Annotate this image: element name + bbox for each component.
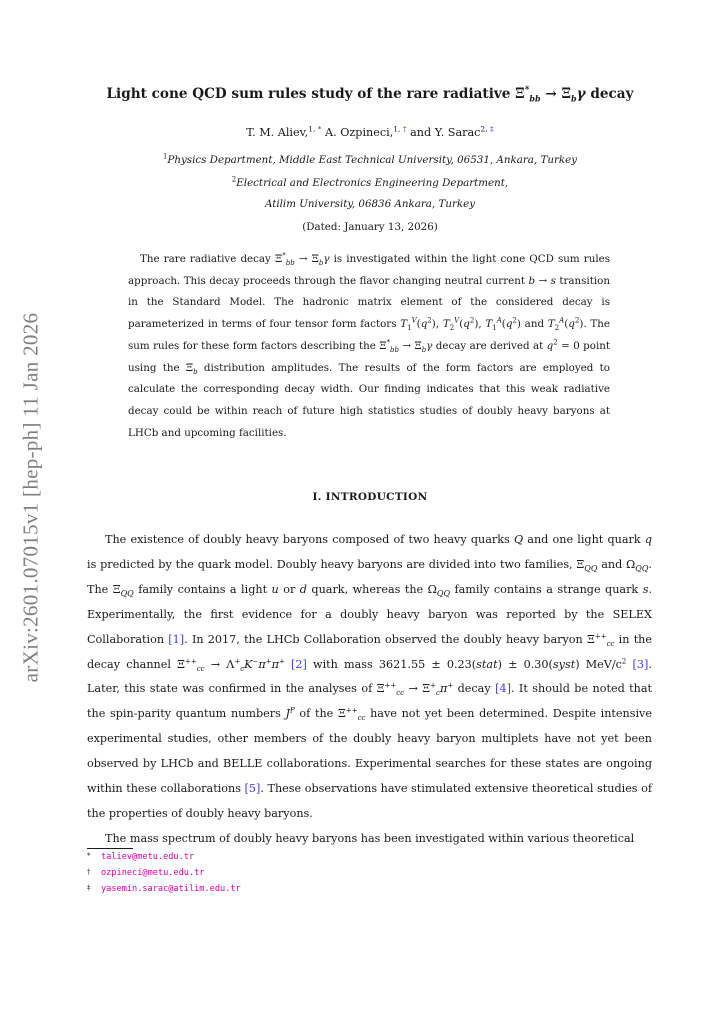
abstract [128,249,610,444]
abstract-text: The rare radiative decay $\Xi^*_{bb} \to \Xi_b\gamma$ is investigated within the light cone QCD sum rules approach. This decay proceeds through the flavor changing neutral current b → s transition in the Standard Model. The hadronic matrix element of the considered decay is parameterized in terms of four tensor form factors $T_1^V(q^2)$, $T_2^V(q^2)$, $T_1^A(q^2)$ and $T_2^A(q^2)$. The sum rules for these form factors describing the $\Xi^*_{bb} \to \Xi_b\gamma$ decay are derived at $q^2 = 0$ point using the $\Xi_b$ distribution amplitudes. The results of the form factors are employed to calculate the corresponding decay width. Our finding indicates that this weak radiative decay could be within reach of future high statistics studies of doubly heavy baryons at LHCb and upcoming facilities. [128,251,611,439]
footnote-3 [87,884,241,894]
arxiv-identifier [8,295,54,700]
author-sarac-mark: 2, ‡ [480,124,494,134]
paragraph-2: The mass spectrum of doubly heavy baryons has been investigated within various theoretical [105,831,635,845]
author-and: and [410,126,432,139]
affiliation-1: $^1$Physics Department, Middle East Technical University, 06531, Ankara, Turkey [162,152,578,166]
paper-title: Light cone QCD sum rules study of the rare radiative $\Xi^*_{bb} \to \Xi_b\gamma$ decay [106,85,634,104]
section-heading-introduction: I. INTRODUCTION [312,491,428,503]
citation-3[interactable]: [3] [632,657,649,671]
affiliation-2-line-2: Atilim University, 06836 Ankara, Turkey [264,198,476,210]
author-ozpineci-mark: 1, † [393,124,407,134]
footnote-2 [87,868,204,878]
footnote-1 [87,852,194,862]
paragraph-1: The existence of doubly heavy baryons composed of two heavy quarks Q and one light quark q is predicted by the quark model. Doubly heavy baryons are divided into two families, $\Xi_{QQ}$ and $\Omega_{QQ}$. The $\Xi_{QQ}$ family contains a light u or d quark, whereas the $\Omega_{QQ}$ family contains a strange quark s. Experimentally, the first evidence for a doubly heavy baryon was reported by the SELEX Collaboration [1]. In 2017, the LHCb Collaboration observed the doubly heavy baryon $\Xi^{++}_{cc}$ in the decay channel $\Xi^{++}_{cc} \to \Lambda^+_cK^-\pi^+\pi^+$ [2] with mass 3621.55 ± 0.23(stat) ± 0.30(syst) MeV/$c^2$ [3]. Later, this state was confirmed in the analyses of $\Xi^{++}_{cc} \to \Xi^+_c\pi^+$ decay [4]. It should be noted that the spin-parity quantum numbers $J^P$ of the $\Xi^{++}_{cc}$ have not yet been determined. Despite intensive experimental studies, other members of the doubly heavy baryon multiplets have not yet been observed by LHCb and BELLE collaborations. Experimental searches for these states are ongoing within these collaborations [5]. These observations have stimulated extensive theoretical studies of the properties of doubly heavy baryons. [87,533,653,820]
citation-2[interactable]: [2] [290,657,307,671]
footnote-rule [87,848,133,849]
author-aliev-mark: 1, * [308,124,322,134]
author-list [60,126,680,139]
email-link-aliev[interactable]: taliev@metu.edu.tr [101,852,195,862]
author-aliev: T. M. Aliev, [246,126,309,139]
citation-4[interactable]: [4] [495,682,511,696]
citation-1[interactable]: [1] [168,632,185,646]
dated-line: (Dated: January 13, 2026) [302,221,438,233]
author-sarac: Y. Sarac [434,126,481,139]
arxiv-id-text: arXiv:2601.07015v1 [hep-ph] 11 Jan 2026 [18,312,43,683]
introduction-body [87,528,652,852]
email-link-sarac[interactable]: yasemin.sarac@atilim.edu.tr [101,884,241,894]
author-ozpineci: A. Ozpineci, [325,126,394,139]
footnote-3-mark: ‡ [87,884,91,892]
affiliation-2: $^2$Electrical and Electronics Engineering Department, [231,175,509,189]
footnote-2-mark: † [87,868,91,876]
footnote-1-mark: * [87,852,91,860]
email-link-ozpineci[interactable]: ozpineci@metu.edu.tr [101,868,205,878]
citation-5[interactable]: [5] [244,782,261,796]
